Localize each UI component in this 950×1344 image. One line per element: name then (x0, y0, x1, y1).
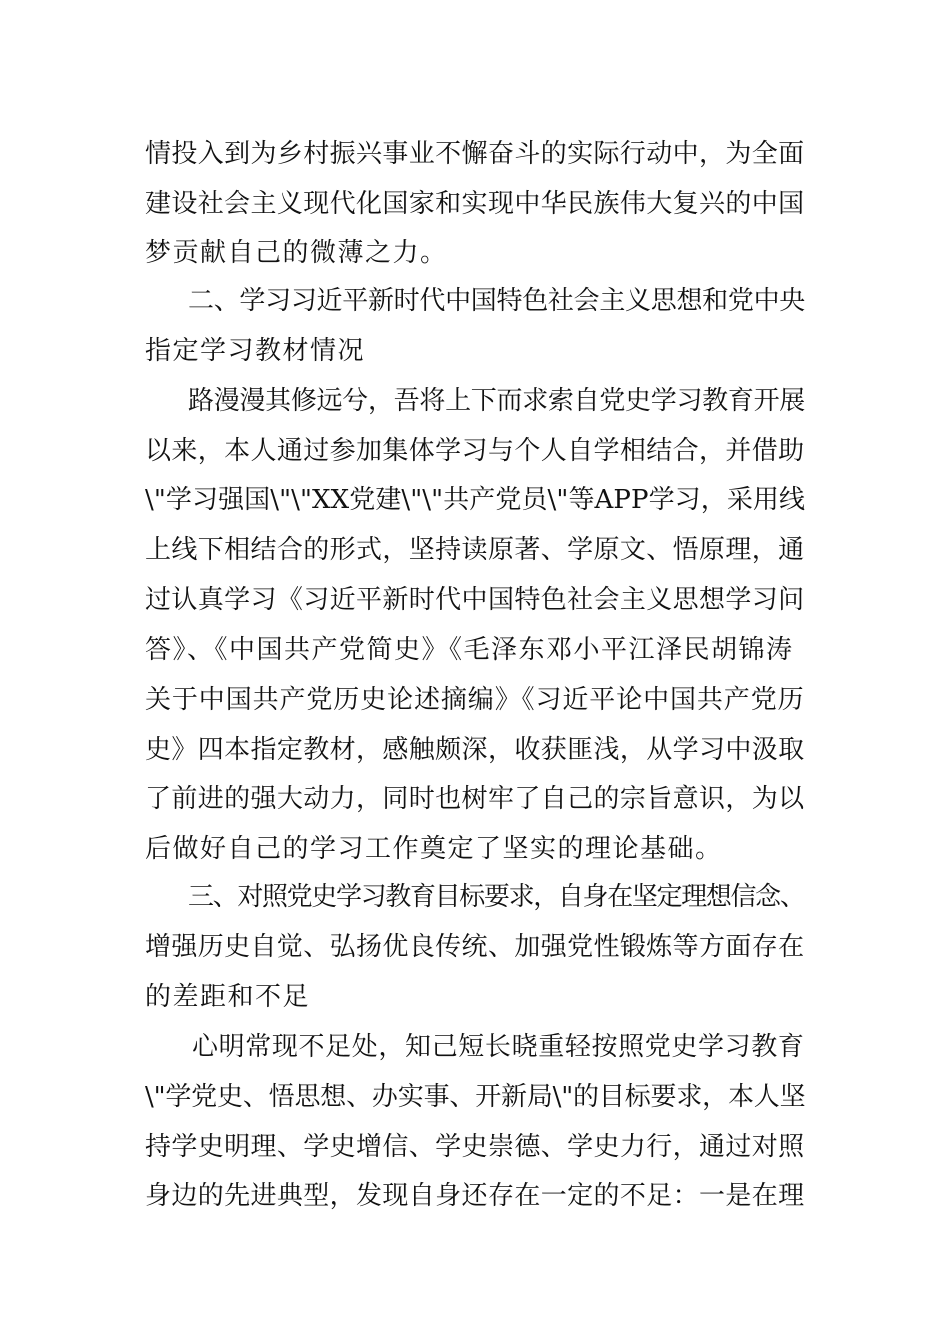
text-line: 持学史明理、学史增信、学史崇德、学史力行，通过对照 (145, 1132, 805, 1162)
text-line: 情投入到为乡村振兴事业不懈奋斗的实际行动中，为全面 (145, 139, 805, 169)
section-heading: 的差距和不足 (145, 982, 311, 1012)
section-heading: 增强历史自觉、弘扬优良传统、加强党性锻炼等方面存在 (145, 932, 805, 962)
text-line: 关于中国共产党历史论述摘编》《习近平论中国共产党历 (145, 685, 805, 715)
text-line: 后做好自己的学习工作奠定了坚实的理论基础。 (145, 834, 723, 864)
text-line: \"学党史、悟思想、办实事、开新局\"的目标要求，本人坚 (145, 1082, 806, 1112)
text-line: 以来，本人通过参加集体学习与个人自学相结合，并借助 (145, 436, 805, 466)
text-line: 上线下相结合的形式，坚持读原著、学原文、悟原理，通 (145, 535, 805, 565)
text-line: 心明常现不足处，知己短长晓重轻按照党史学习教育 (192, 1032, 805, 1062)
section-heading: 三、对照党史学习教育目标要求，自身在坚定理想信念、 (188, 882, 805, 912)
text-line: 路漫漫其修远兮，吾将上下而求索自党史学习教育开展 (188, 386, 806, 416)
text-line: 了前进的强大动力，同时也树牢了自己的宗旨意识，为以 (145, 784, 805, 814)
text-line: 建设社会主义现代化国家和实现中华民族伟大复兴的中国 (145, 189, 805, 219)
text-line: 史》四本指定教材，感触颇深，收获匪浅，从学习中汲取 (145, 735, 805, 765)
text-line: \"学习强国\"\"XX党建\"\"共产党员\"等APP学习，采用线 (145, 485, 806, 515)
text-line: 身边的先进典型，发现自身还存在一定的不足：一是在理 (145, 1181, 805, 1211)
text-line: 梦贡献自己的微薄之力。 (145, 238, 448, 268)
section-heading: 二、学习习近平新时代中国特色社会主义思想和党中央 (188, 286, 806, 316)
text-line: 过认真学习《习近平新时代中国特色社会主义思想学习问 (145, 585, 805, 615)
text-line: 答》、《中国共产党简史》《毛泽东邓小平江泽民胡锦涛 (145, 635, 794, 665)
section-heading: 指定学习教材情况 (145, 336, 366, 366)
